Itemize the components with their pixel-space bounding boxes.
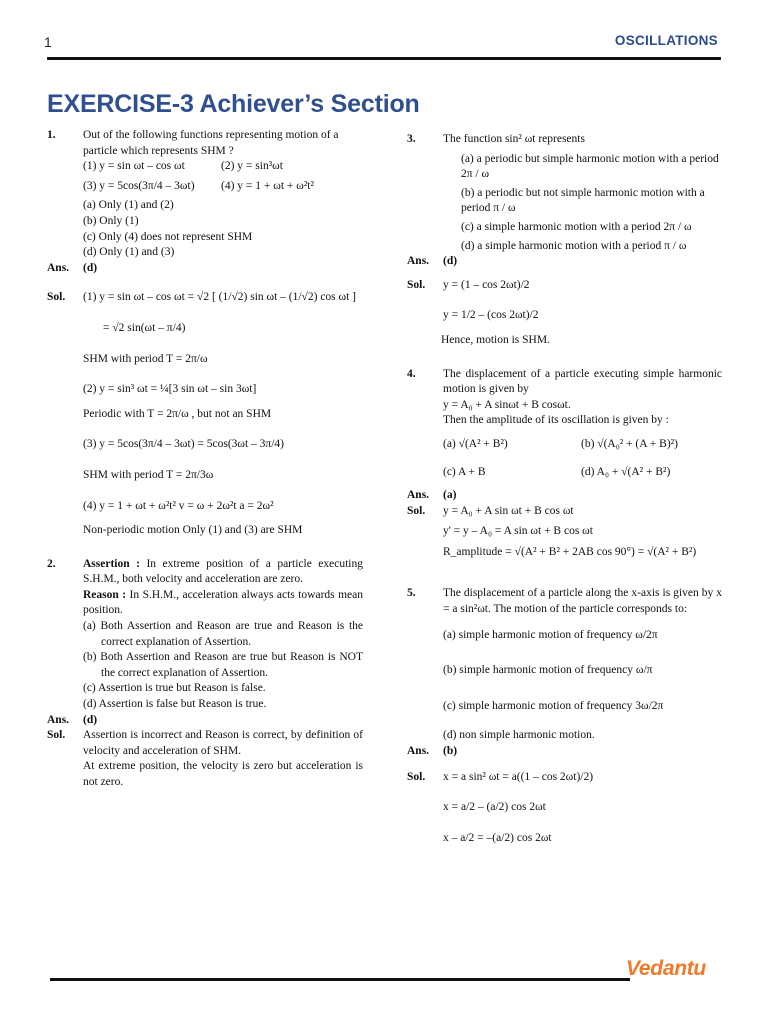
function-4: (4) y = 1 + ωt + ω²t²	[221, 179, 314, 192]
reason-text: In S.H.M., acceleration always acts towards mean position.	[83, 588, 363, 617]
option-c: (c) simple harmonic motion of frequency 3ω/2π	[443, 699, 664, 712]
assertion-text: In extreme position of a particle executing S.H.M., both velocity and acceleration are zero.	[83, 557, 363, 586]
solution-step: (3) y = 5cos(3π/4 – 3ωt) = 5cos(3ωt – 3π/4)	[83, 438, 285, 451]
solution-label: Sol.	[47, 729, 66, 742]
question-text: Out of the following functions representing motion of a particle which represents SHM ?	[83, 129, 339, 157]
exercise-title: EXERCISE-3 Achiever’s Section	[47, 90, 420, 118]
solution-2	[47, 728, 363, 790]
option-b: (b) simple harmonic motion of frequency ω/π	[443, 664, 653, 677]
reason-label: Reason :	[83, 588, 127, 601]
solution-step: Hence, motion is SHM.	[441, 333, 550, 346]
solution-step: y = A₀ + A sin ωt + B cos ωt	[443, 504, 574, 517]
option-b: (b) Both Assertion and Reason are true but Reason is NOT the correct explanation of Assertion.	[83, 651, 363, 679]
option-a: (a) Both Assertion and Reason are true and Reason is the correct explanation of Assertion.	[83, 620, 363, 648]
left-column	[47, 128, 363, 791]
question-5	[407, 586, 722, 744]
solution-text: Assertion is incorrect and Reason is correct, by definition of velocity and acceleration of SHM.	[83, 729, 363, 757]
solution-step: SHM with period T = 2π/3ω	[83, 468, 214, 481]
question-number: 3.	[407, 133, 416, 145]
question-number: 2.	[47, 557, 56, 570]
vedantu-logo: Vedantu	[626, 957, 706, 980]
option-d: (d) a simple harmonic motion with a period π / ω	[461, 239, 687, 252]
solution-step: Non-periodic motion Only (1) and (3) are SHM	[83, 524, 303, 537]
solution-label: Sol.	[407, 770, 426, 783]
solution-step: y = 1/2 – (cos 2ωt)/2	[443, 309, 539, 322]
answer-5	[407, 744, 722, 760]
question-text: Then the amplitude of its oscillation is given by :	[443, 414, 669, 427]
question-1	[47, 128, 363, 261]
option-c: (c) Only (4) does not represent SHM	[83, 230, 253, 243]
question-4	[407, 367, 722, 481]
solution-4	[407, 504, 722, 561]
function-1: (1) y = sin ωt – cos ωt	[83, 160, 185, 173]
solution-step: y = (1 – cos 2ωt)/2	[443, 278, 530, 291]
answer-value: (b)	[443, 745, 458, 758]
option-b: (b) a periodic but not simple harmonic motion with a period π / ω	[461, 186, 705, 215]
solution-step: x – a/2 = –(a/2) cos 2ωt	[443, 831, 552, 844]
option-b: (b) Only (1)	[83, 214, 139, 227]
answer-value: (d)	[443, 255, 458, 268]
solution-step: (4) y = 1 + ωt + ω²t² v = ω + 2ω²t a = 2ω²	[83, 499, 274, 512]
solution-5	[407, 770, 722, 847]
option-c: (c) A + B	[443, 465, 486, 478]
answer-value: (d)	[83, 261, 98, 274]
footer-rule	[50, 978, 630, 981]
question-number: 4.	[407, 367, 416, 380]
answer-3	[407, 254, 722, 270]
solution-step: (1) y = sin ωt – cos ωt = √2 [ (1/√2) sin ωt – (1/√2) cos ωt ]	[83, 291, 356, 304]
function-3: (3) y = 5cos(3π/4 – 3ωt)	[83, 179, 195, 192]
right-column	[407, 132, 722, 846]
option-d: (d) non simple harmonic motion.	[443, 729, 595, 742]
answer-4	[407, 488, 722, 504]
header-rule	[47, 57, 721, 60]
option-a: (a) Only (1) and (2)	[83, 199, 174, 212]
answer-2	[47, 713, 363, 729]
function-2: (2) y = sin³ωt	[221, 160, 283, 173]
question-3	[407, 132, 722, 254]
answer-label: Ans.	[47, 713, 70, 726]
chapter-title: OSCILLATIONS	[614, 33, 718, 48]
question-text: The displacement of a particle executing simple harmonic motion is given by	[443, 367, 722, 396]
solution-label: Sol.	[47, 291, 66, 304]
question-equation: y = A₀ + A sinωt + B cosωt.	[443, 398, 571, 411]
question-number: 1.	[47, 129, 56, 141]
solution-step: (2) y = sin³ ωt = ¼[3 sin ωt – sin 3ωt]	[83, 383, 257, 396]
solution-step: = √2 sin(ωt – π/4)	[103, 321, 186, 334]
solution-step: x = a sin² ωt = a((1 – cos 2ωt)/2)	[443, 770, 594, 783]
option-a: (a) simple harmonic motion of frequency ω/2π	[443, 628, 658, 641]
option-a: (a) √(A² + B²)	[443, 437, 508, 450]
option-d: (d) A₀ + √(A² + B²)	[581, 465, 671, 478]
answer-value: (a)	[443, 489, 457, 502]
solution-text: At extreme position, the velocity is zero but acceleration is not zero.	[83, 760, 363, 788]
answer-label: Ans.	[407, 745, 430, 758]
option-a: (a) a periodic but simple harmonic motion with a period 2π / ω	[461, 152, 719, 181]
option-d: (d) Assertion is false but Reason is true.	[83, 698, 267, 711]
solution-step: SHM with period T = 2π/ω	[83, 352, 208, 365]
question-text: The displacement of a particle along the x-axis is given by x = a sin²ωt. The motion of the particle corresponds to:	[443, 587, 722, 616]
assertion-label: Assertion :	[83, 557, 140, 570]
answer-label: Ans.	[407, 255, 430, 268]
answer-label: Ans.	[47, 261, 70, 274]
solution-step: y' = y – A₀ = A sin ωt + B cos ωt	[443, 525, 593, 538]
answer-value: (d)	[83, 713, 98, 726]
option-b: (b) √(A₀² + (A + B)²)	[581, 437, 678, 450]
answer-label: Ans.	[407, 489, 430, 502]
solution-step: x = a/2 – (a/2) cos 2ωt	[443, 801, 546, 814]
solution-3	[407, 278, 722, 349]
page-number: 1	[44, 34, 52, 50]
question-2	[47, 557, 363, 713]
question-number: 5.	[407, 587, 416, 600]
solution-step: Periodic with T = 2π/ω , but not an SHM	[83, 407, 272, 420]
option-c: (c) a simple harmonic motion with a period 2π / ω	[461, 220, 692, 233]
option-c: (c) Assertion is true but Reason is false.	[83, 682, 266, 695]
solution-label: Sol.	[407, 504, 426, 517]
answer-1	[47, 261, 363, 277]
solution-1	[47, 282, 363, 538]
question-text: The function sin² ωt represents	[443, 133, 585, 145]
solution-step: R_amplitude = √(A² + B² + 2AB cos 90°) = √(A² + B²)	[443, 545, 697, 558]
solution-label: Sol.	[407, 278, 426, 291]
option-d: (d) Only (1) and (3)	[83, 246, 175, 259]
